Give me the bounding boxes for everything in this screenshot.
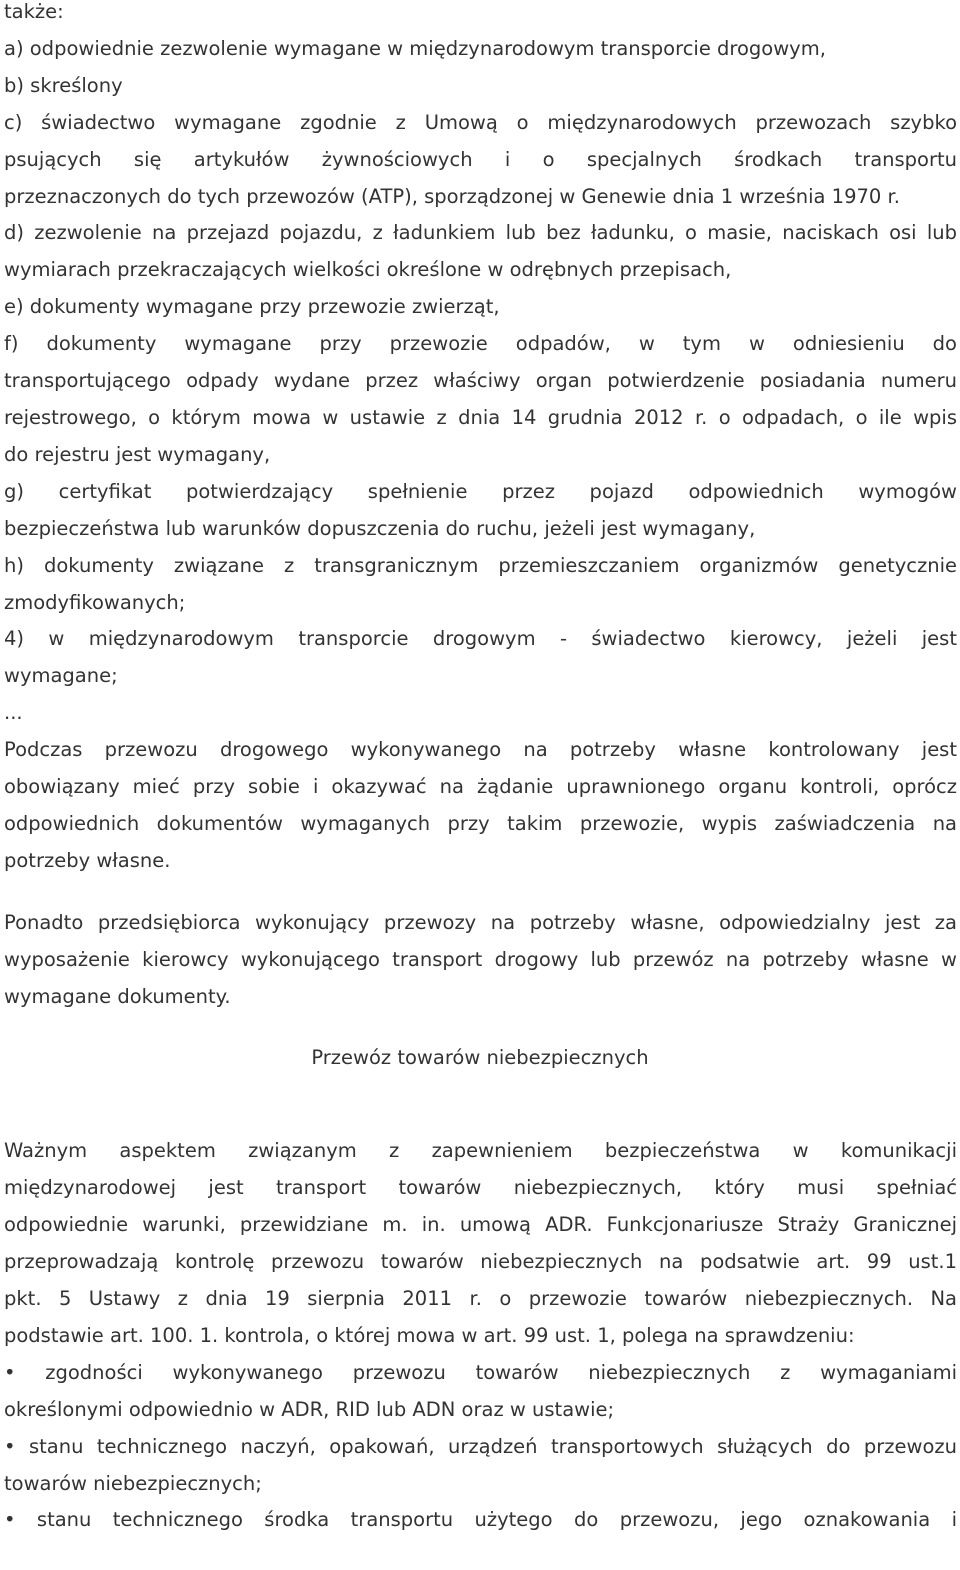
text-line: g) certyfikat potwierdzający spełnienie przez pojazd odpowiednich wymogów: [4, 479, 957, 503]
section-heading: Przewóz towarów niebezpiecznych: [311, 1046, 649, 1070]
text-line: odpowiednich dokumentów wymaganych przy takim przewozie, wypis zaświadczenia na: [4, 811, 957, 835]
text-line: określonymi odpowiednio w ADR, RID lub ADN oraz w ustawie;: [4, 1397, 615, 1421]
text-line: także:: [4, 0, 64, 23]
text-line: e) dokumenty wymagane przy przewozie zwierząt,: [4, 295, 500, 319]
bullet-item: • stanu technicznego środka transportu użytego do przewozu, jego oznakowania i: [4, 1508, 957, 1532]
text-line: a) odpowiednie zezwolenie wymagane w międzynarodowym transporcie drogowym,: [4, 36, 826, 60]
text-line: Ważnym aspektem związanym z zapewnieniem bezpieczeństwa w komunikacji: [4, 1139, 957, 1163]
text-line: przeznaczonych do tych przewozów (ATP), sporządzonej w Genewie dnia 1 września 1970 r.: [4, 184, 900, 208]
bullet-item: • zgodności wykonywanego przewozu towarów niebezpiecznych z wymaganiami: [4, 1360, 957, 1384]
text-line: Podczas przewozu drogowego wykonywanego na potrzeby własne kontrolowany jest: [4, 738, 957, 762]
text-line: 4) w międzynarodowym transporcie drogowym - świadectwo kierowcy, jeżeli jest: [4, 627, 957, 651]
text-line: międzynarodowej jest transport towarów niebezpiecznych, który musi spełniać: [4, 1176, 957, 1200]
text-line: podstawie art. 100. 1. kontrola, o której mowa w art. 99 ust. 1, polega na sprawdzeniu:: [4, 1323, 855, 1347]
text-line: towarów niebezpiecznych;: [4, 1471, 262, 1495]
ellipsis: ...: [4, 701, 23, 725]
text-line: odpowiednie warunki, przewidziane m. in. umową ADR. Funkcjonariusze Straży Granicznej: [4, 1213, 957, 1237]
text-line: obowiązany mieć przy sobie i okazywać na żądanie uprawnionego organu kontroli, oprócz: [4, 775, 957, 799]
text-line: Ponadto przedsiębiorca wykonujący przewozy na potrzeby własne, odpowiedzialny jest za: [4, 910, 957, 934]
paragraph-supplier-duty: [0, 905, 960, 1016]
paragraph-spacer: [0, 1015, 960, 1040]
text-line: bezpieczeństwa lub warunków dopuszczenia do ruchu, jeżeli jest wymagany,: [4, 516, 756, 540]
text-line: potrzeby własne.: [4, 848, 171, 872]
text-line: wymagane dokumenty.: [4, 984, 231, 1008]
text-line: wymiarach przekraczających wielkości określone w odrębnych przepisach,: [4, 258, 732, 282]
text-line: do rejestru jest wymagany,: [4, 442, 271, 466]
text-line: wymagane;: [4, 664, 118, 688]
text-line: przeprowadzają kontrolę przewozu towarów niebezpiecznych na podsatwie art. 99 ust.1: [4, 1250, 957, 1274]
text-line: c) świadectwo wymagane zgodnie z Umową o międzynarodowych przewozach szybko: [4, 110, 957, 134]
text-line: b) skreślony: [4, 73, 123, 97]
text-line: pkt. 5 Ustawy z dnia 19 sierpnia 2011 r. o przewozie towarów niebezpiecznych. Na: [4, 1287, 957, 1310]
text-line: h) dokumenty związane z transgranicznym przemieszczaniem organizmów genetycznie: [4, 553, 957, 577]
text-line: transportującego odpady wydane przez właściwy organ potwierdzenie posiadania numeru: [4, 369, 957, 393]
text-line: psujących się artykułów żywnościowych i o specjalnych środkach transportu: [4, 147, 957, 171]
text-line: f) dokumenty wymagane przy przewozie odpadów, w tym w odniesieniu do: [4, 332, 957, 356]
text-line: d) zezwolenie na przejazd pojazdu, z ładunkiem lub bez ładunku, o masie, naciskach osi lub: [4, 221, 957, 245]
paragraph-dangerous-goods: [0, 1133, 960, 1539]
paragraph-spacer: [0, 1077, 960, 1133]
text-line: rejestrowego, o którym mowa w ustawie z dnia 14 grudnia 2012 r. o odpadach, o ile wpis: [4, 405, 957, 429]
paragraph-spacer: [0, 880, 960, 905]
text-line: zmodyfikowanych;: [4, 590, 186, 614]
bullet-item: • stanu technicznego naczyń, opakowań, urządzeń transportowych służących do przewozu: [4, 1434, 957, 1458]
text-line: wyposażenie kierowcy wykonującego transport drogowy lub przewóz na potrzeby własne w: [4, 947, 957, 971]
